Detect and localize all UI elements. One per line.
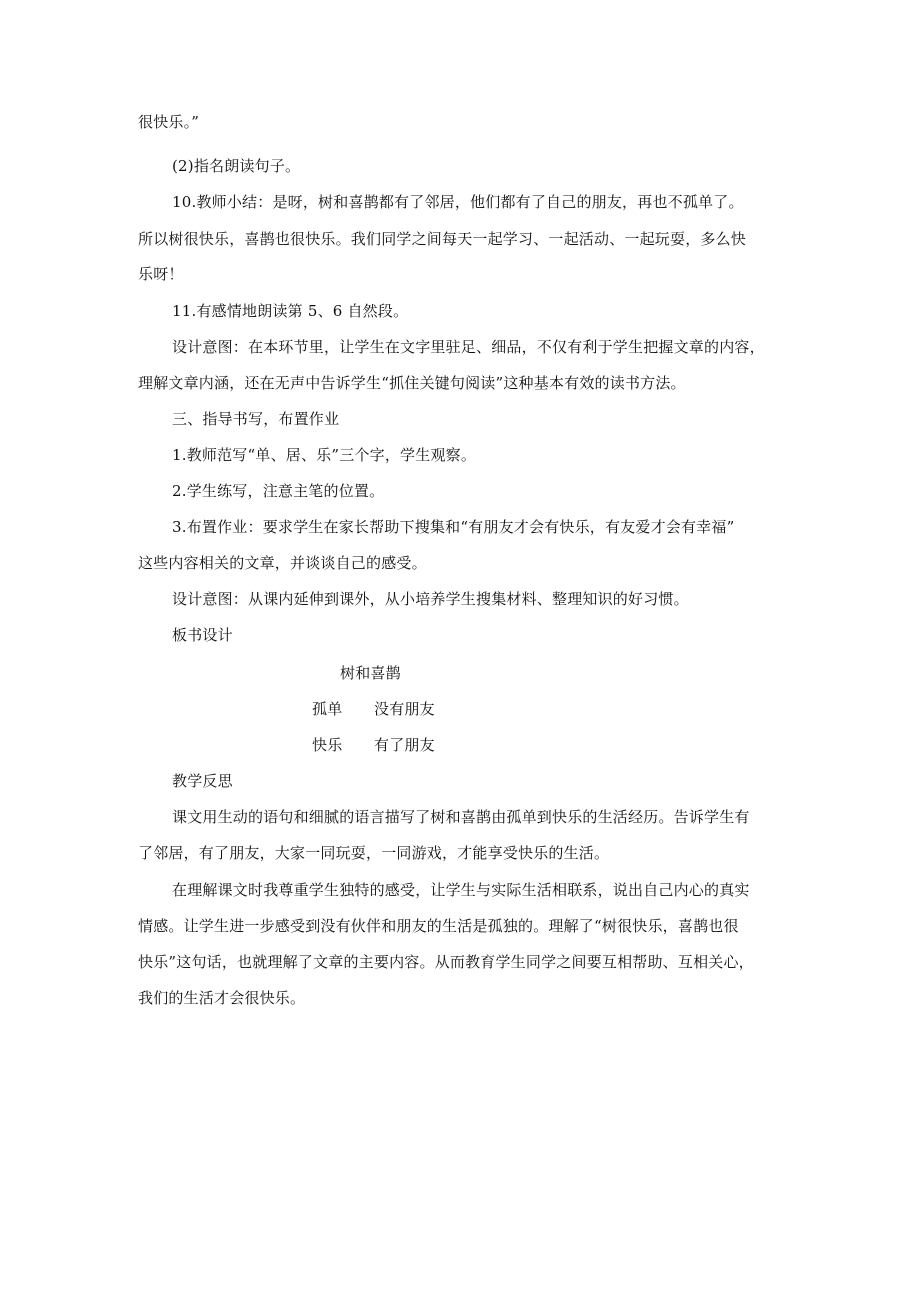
- paragraph-line: 快乐”这句话，也就理解了文章的主要内容。从而教育学生同学之间要互相帮助、互相关心，: [138, 953, 754, 971]
- paragraph-line: 这些内容相关的文章，并谈谈自己的感受。: [138, 554, 427, 572]
- paragraph-line: 1.教师范写“单、居、乐”三个字，学生观察。: [172, 446, 477, 464]
- section-heading: 教学反思: [172, 772, 233, 790]
- board-design-right: 有了朋友: [374, 736, 435, 754]
- paragraph-line: 我们的生活才会很快乐。: [138, 989, 306, 1007]
- board-design-left: 快乐: [312, 736, 343, 754]
- paragraph-line: 10.教师小结：是呀，树和喜鹊都有了邻居，他们都有了自己的朋友，再也不孤单了。: [172, 193, 744, 211]
- section-heading: 三、指导书写，布置作业: [172, 410, 340, 428]
- paragraph-line: 设计意图：在本环节里，让学生在文字里驻足、细品，不仅有利于学生把握文章的内容，: [172, 338, 765, 356]
- section-heading: 板书设计: [172, 626, 233, 644]
- paragraph-line: 情感。让学生进一步感受到没有伙伴和朋友的生活是孤独的。理解了“树很快乐，喜鹊也很: [138, 917, 739, 935]
- paragraph-line: 在理解课文时我尊重学生独特的感受，让学生与实际生活相联系，说出自己内心的真实: [172, 881, 750, 899]
- paragraph-line: 设计意图：从课内延伸到课外，从小培养学生搜集材料、整理知识的好习惯。: [172, 590, 689, 608]
- board-design-right: 没有朋友: [374, 700, 435, 718]
- paragraph-line: 了邻居，有了朋友，大家一同玩耍，一同游戏，才能享受快乐的生活。: [138, 844, 610, 862]
- board-design-title: 树和喜鹊: [340, 664, 401, 682]
- paragraph-line: 很快乐。”: [138, 113, 200, 131]
- paragraph-line: 乐呀！: [138, 265, 184, 283]
- paragraph-line: 11.有感情地朗读第 5、6 自然段。: [172, 302, 409, 320]
- paragraph-line: 2.学生练写，注意主笔的位置。: [172, 482, 385, 500]
- paragraph-line: 3.布置作业：要求学生在家长帮助下搜集和“有朋友才会有快乐，有友爱才会有幸福”: [172, 518, 735, 536]
- paragraph-line: (2)指名朗读句子。: [172, 157, 301, 175]
- paragraph-line: 所以树很快乐，喜鹊也很快乐。我们同学之间每天一起学习、一起活动、一起玩耍，多么快: [138, 230, 747, 248]
- board-design-left: 孤单: [312, 700, 343, 718]
- paragraph-line: 理解文章内涵，还在无声中告诉学生“抓住关键句阅读”这种基本有效的读书方法。: [138, 374, 686, 392]
- paragraph-line: 课文用生动的语句和细腻的语言描写了树和喜鹊由孤单到快乐的生活经历。告诉学生有: [172, 808, 750, 826]
